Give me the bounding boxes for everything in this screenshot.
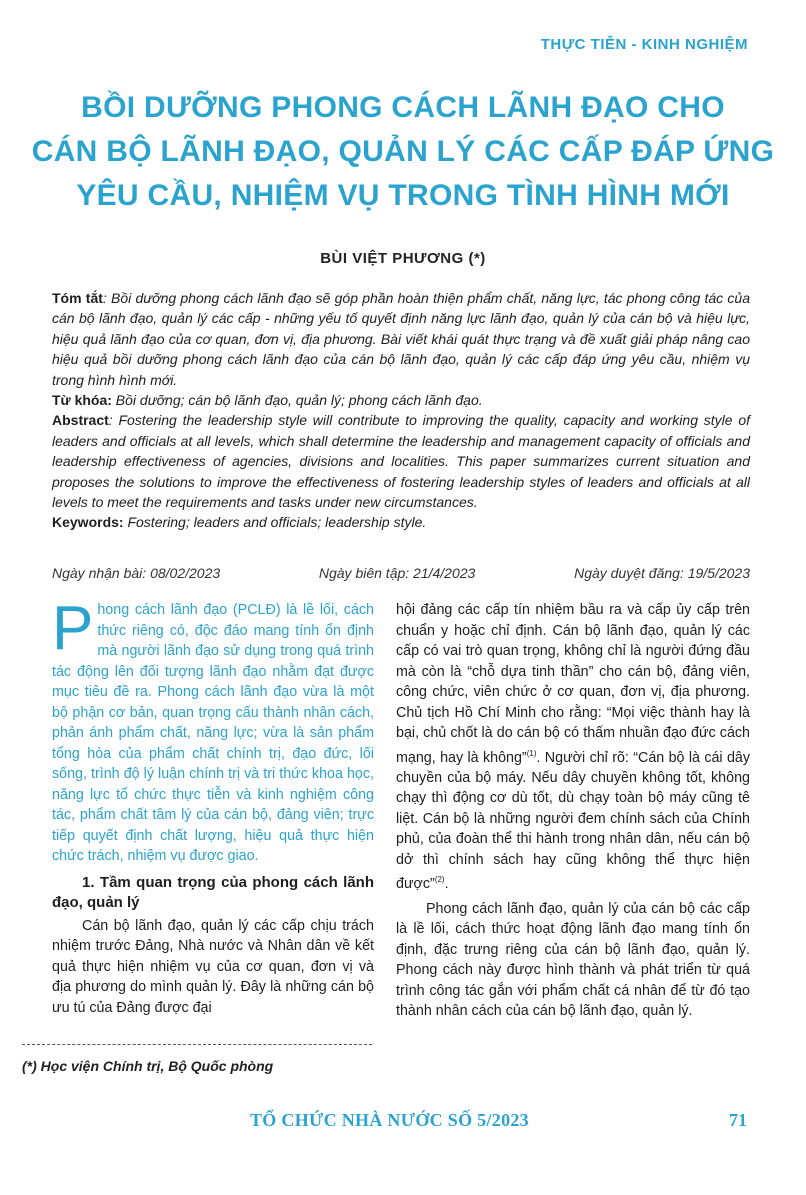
abstract-en bbox=[52, 410, 750, 512]
abstract-block bbox=[52, 288, 750, 533]
footnote-ref: (1) bbox=[526, 748, 537, 758]
section-label: THỰC TIỄN - KINH NGHIỆM bbox=[540, 36, 748, 53]
abstract-text: : Fostering the leadership style will contribute to improving the quality, capacity and working style of leaders and officials at all levels, which shall determine the leadership and management capacity of officials and leadership effectiveness of agencies, divisions and localities. This paper summarizes current situation and proposes the solutions to improve the effectiveness of fostering leadership styles of leaders and officials at all levels to meet the requirements and tasks under new circumstances. bbox=[52, 412, 750, 511]
journal-footer: TỔ CHỨC NHÀ NƯỚC SỐ 5/2023 bbox=[250, 1110, 529, 1130]
article-title bbox=[30, 86, 776, 218]
article-dates bbox=[52, 565, 750, 581]
body-text: hội đảng các cấp tín nhiệm bầu ra và cấp ủy cấp trên chuẩn y hoặc chỉ định. Cán bộ lãnh đạo, quản lý các cấp có vai trò quan trọng, không chỉ là người đứng đầu mà còn là “chỗ dựa tinh thần” cho cán bộ, đảng viên, công chức, viên chức ở cơ quan, đơn vị, địa phương. Chủ tịch Hồ Chí Minh cho rằng: “Mọi việc thành hay là bại, chủ chốt là do cán bộ có thấm nhuần đạo đức cách mạng, hay là không” bbox=[396, 602, 750, 766]
body-paragraph bbox=[396, 600, 750, 895]
right-column bbox=[396, 600, 750, 1022]
summary-text: : Bồi dưỡng phong cách lãnh đạo sẽ góp phần hoàn thiện phẩm chất, năng lực, tác phong công tác của cán bộ lãnh đạo, quản lý các cấp - những yếu tố quyết định năng lực lãnh đạo, quản lý của cán bộ và hiệu lực, hiệu quả lãnh đạo của cơ quan, đơn vị, địa phương. Bài viết khái quát thực trạng và đề xuất giải pháp nâng cao hiệu quả bồi dưỡng phong cách lãnh đạo của cán bộ lãnh đạo, quản lý các cấp đáp ứng yêu cầu, nhiệm vụ trong hình hình mới. bbox=[52, 290, 750, 388]
keywords-en bbox=[52, 512, 750, 532]
date-edited: Ngày biên tập: 21/4/2023 bbox=[318, 565, 476, 581]
footnote: (*) Học viện Chính trị, Bộ Quốc phòng bbox=[22, 1058, 274, 1074]
body-text: . Người chỉ rõ: “Cán bộ là cái dây chuyền của bộ máy. Nếu dây chuyền không tốt, không chạy thì động cơ dù tốt, dù chạy toàn bộ máy cũng tê liệt. Cán bộ là những người đem chính sách của Chính phủ, của đoàn thể thi hành trong nhân dân, nếu cán bộ dở thì chính sách hay cũng không thể thực hiện được” bbox=[396, 749, 750, 893]
lead-paragraph bbox=[52, 594, 374, 867]
left-column bbox=[52, 594, 374, 1018]
keywords-en-label: Keywords: bbox=[52, 514, 124, 531]
title-line: CÁN BỘ LÃNH ĐẠO, QUẢN LÝ CÁC CẤP ĐÁP ỨNG bbox=[31, 135, 775, 168]
page-number: 71 bbox=[729, 1110, 747, 1130]
body-text: . bbox=[444, 876, 449, 893]
footnote-ref: (2) bbox=[434, 875, 445, 885]
summary-label: Tóm tắt bbox=[52, 290, 103, 306]
keywords-vi-text: Bồi dưỡng; cán bộ lãnh đạo, quản lý; phong cách lãnh đạo. bbox=[111, 392, 483, 409]
section-heading: 1. Tầm quan trọng của phong cách lãnh đạo, quản lý bbox=[52, 873, 374, 911]
keywords-vi-label: Từ khóa: bbox=[52, 392, 112, 409]
keywords-en-text: Fostering; leaders and officials; leadership style. bbox=[123, 514, 427, 531]
date-received: Ngày nhận bài: 08/02/2023 bbox=[52, 565, 221, 581]
summary-vi bbox=[52, 288, 750, 390]
date-approved: Ngày duyệt đăng: 19/5/2023 bbox=[574, 565, 750, 581]
body-paragraph: Phong cách lãnh đạo, quản lý của cán bộ các cấp là lề lối, cách thức hoạt động lãnh đạo mang tính ổn định, đặc trưng riêng của cán bộ lãnh đạo, quản lý. Phong cách này được hình thành và phát triển từ quá trình công tác gắn với phẩm chất cá nhân để từ đó tạo thành nhân cách của cán bộ lãnh đạo, quản lý. bbox=[396, 900, 750, 1020]
lead-text: hong cách lãnh đạo (PCLĐ) là lề lối, cách thức riêng có, độc đáo mang tính ổn định mà người lãnh đạo sử dụng trong quá trình tác động lên đối tượng lãnh đạo nhằm đạt được mục tiêu đề ra. Phong cách lãnh đạo vừa là một bộ phận cơ bản, quan trọng cấu thành nhân cách, phản ánh phẩm chất, năng lực; vừa là sản phẩm tổng hòa của phẩm chất chính trị, đạo đức, lối sống, trình độ lý luận chính trị và tri thức khoa học, năng lực tổ chức thực tiễn và kinh nghiệm công tác, phẩm chất tâm lý của cán bộ, đảng viên; trực tiếp quyết định chất lượng, hiệu quả thực hiện chức trách, nhiệm vụ được giao. bbox=[52, 602, 374, 864]
title-line: BỒI DƯỠNG PHONG CÁCH LÃNH ĐẠO CHO bbox=[81, 91, 725, 124]
drop-cap: P bbox=[52, 594, 94, 663]
keywords-vi bbox=[52, 390, 750, 410]
title-line: YÊU CẦU, NHIỆM VỤ TRONG TÌNH HÌNH MỚI bbox=[76, 179, 730, 212]
author: BÙI VIỆT PHƯƠNG (*) bbox=[320, 250, 486, 267]
footnote-divider bbox=[22, 1044, 372, 1045]
abstract-label: Abstract bbox=[52, 412, 109, 429]
body-paragraph: Cán bộ lãnh đạo, quản lý các cấp chịu trách nhiệm trước Đảng, Nhà nước và Nhân dân về kết quả thực hiện nhiệm vụ của cơ quan, đơn vị và địa phương do mình quản lý. Đây là những cán bộ ưu tú của Đảng được đại bbox=[52, 917, 374, 1016]
